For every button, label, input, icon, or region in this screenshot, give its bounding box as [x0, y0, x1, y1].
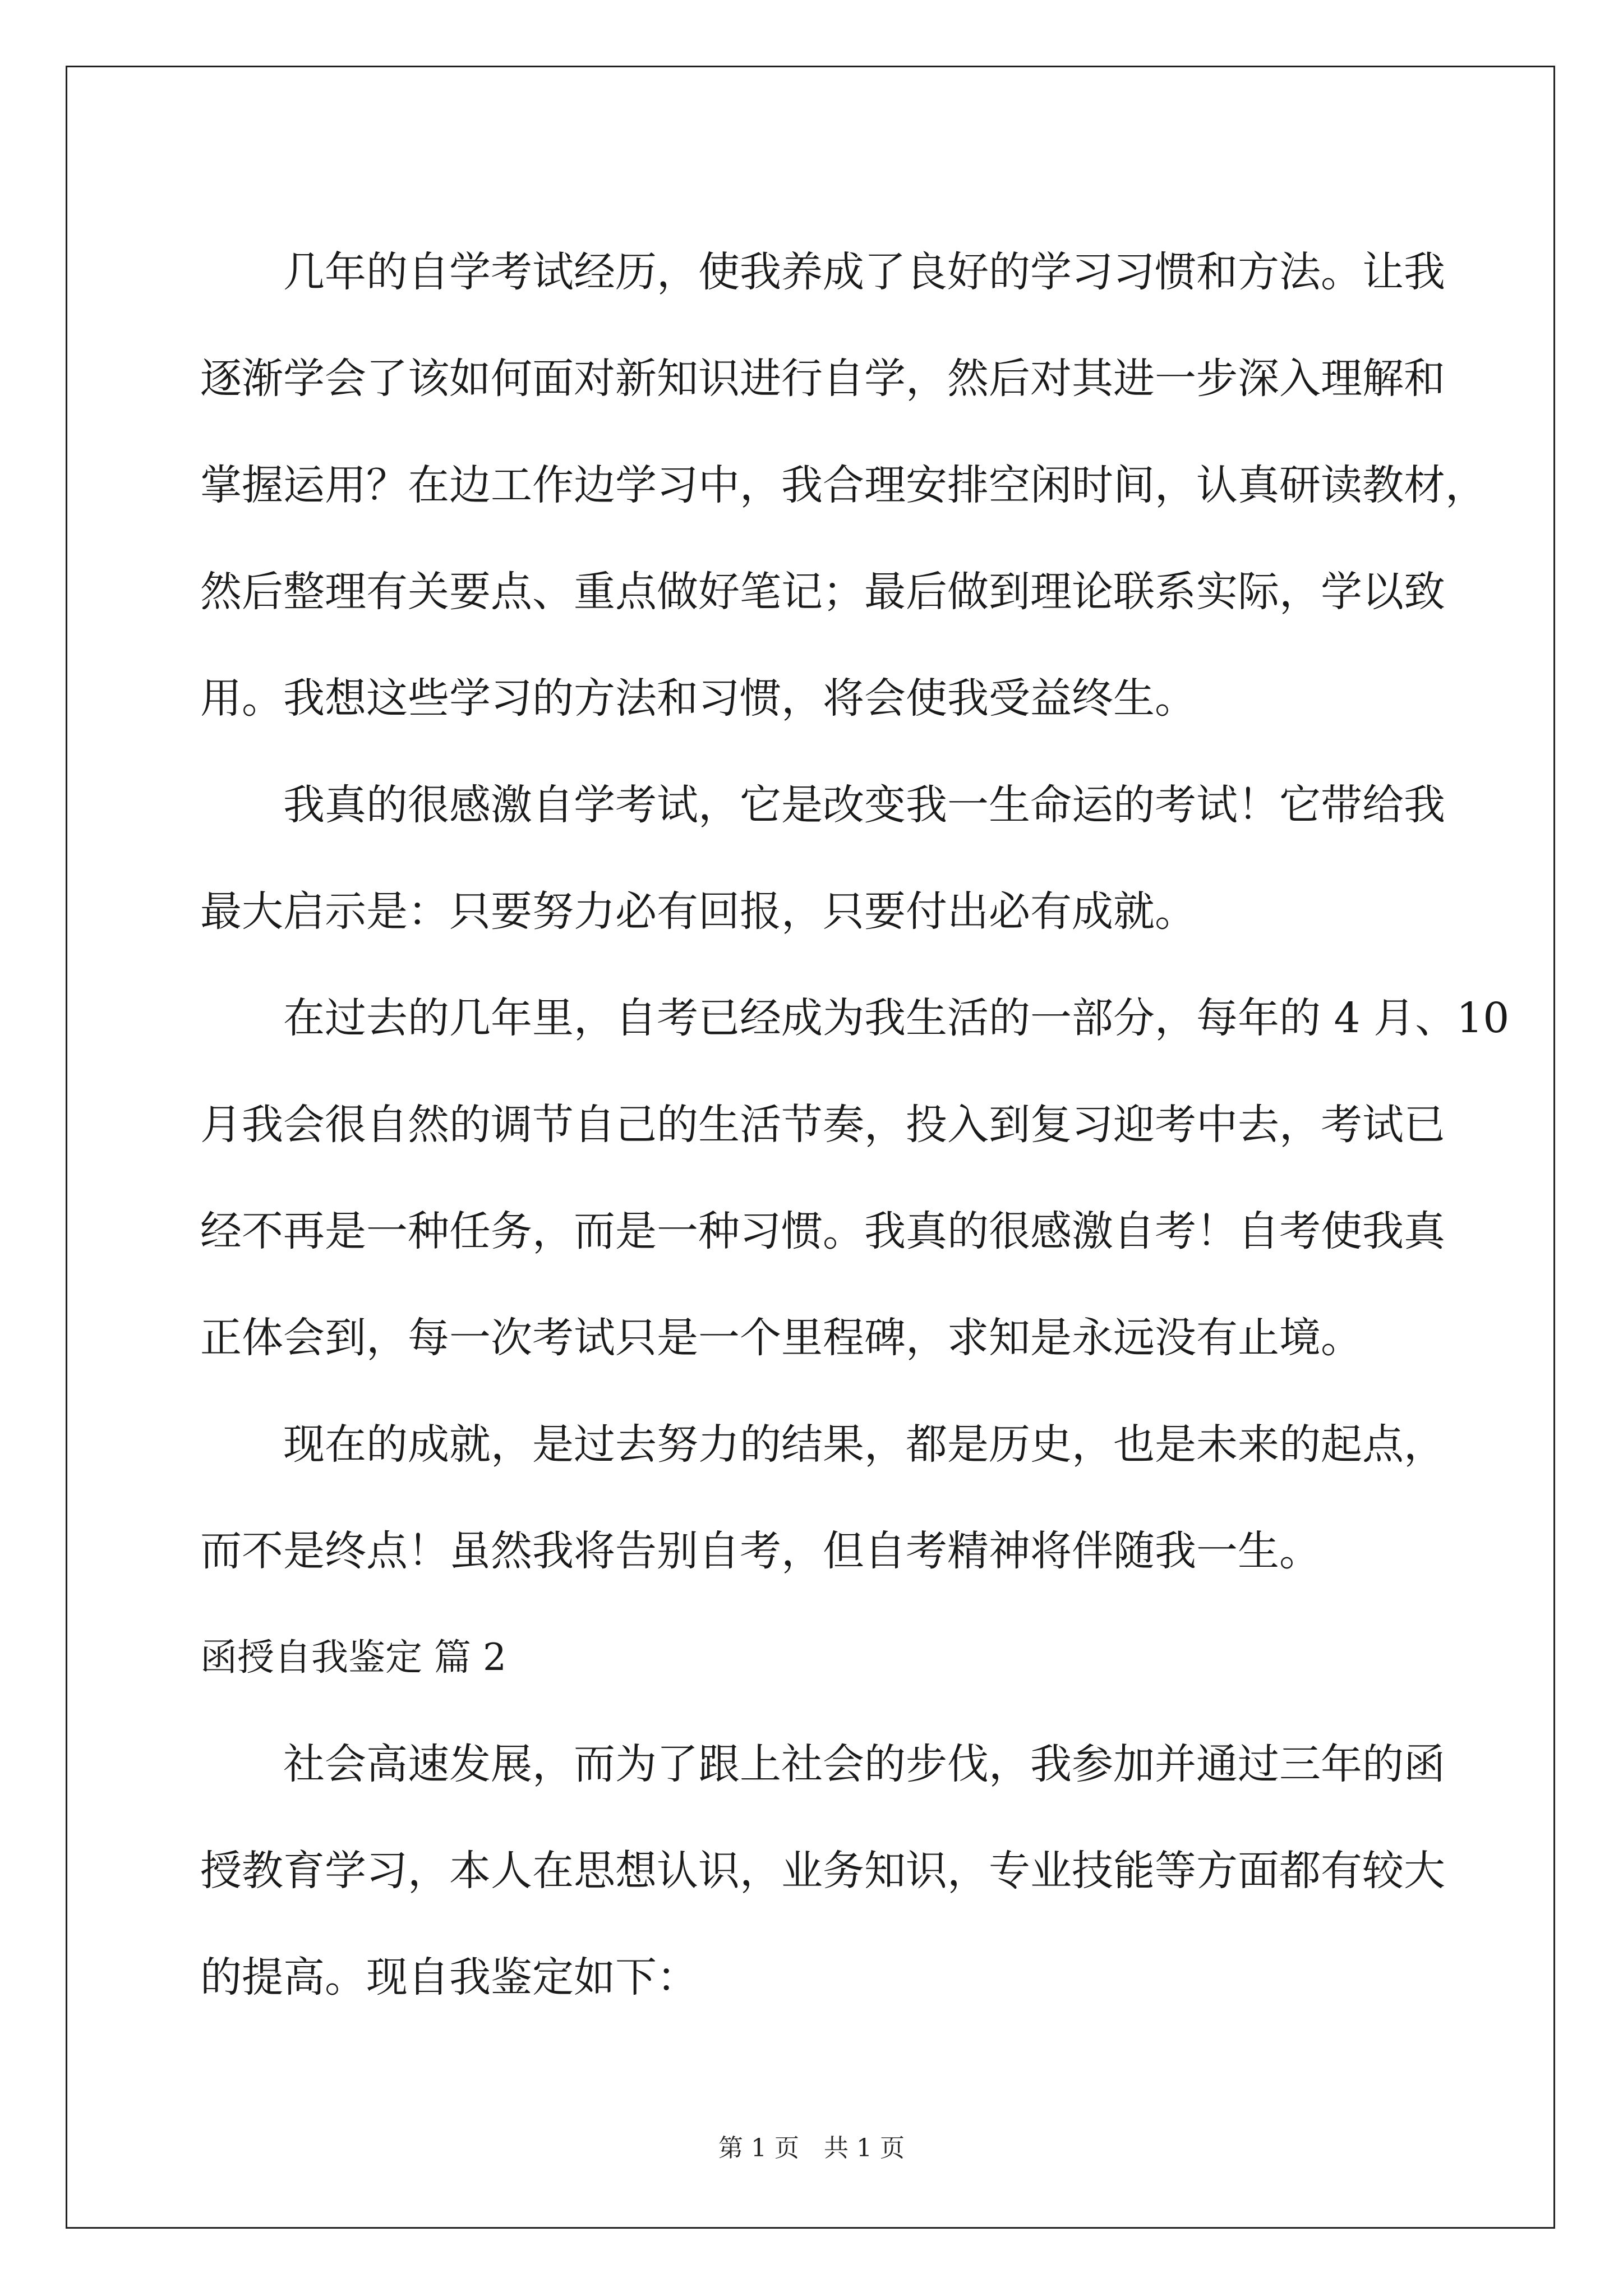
paragraph-line: 而不是终点！虽然我将告别自考，但自考精神将伴随我一生。 [200, 1527, 1321, 1575]
paragraph-line: 经不再是一种任务，而是一种习惯。我真的很感激自考！自考使我真 [200, 1207, 1445, 1255]
paragraph-line: 现在的成就，是过去努力的结果，都是历史，也是未来的起点， [283, 1420, 1445, 1469]
paragraph-line: 授教育学习，本人在思想认识，业务知识，专业技能等方面都有较大 [200, 1847, 1445, 1895]
paragraph-line: 的提高。现自我鉴定如下： [200, 1953, 698, 2001]
paragraph-line: 用。我想这些学习的方法和习惯，将会使我受益终生。 [200, 674, 1196, 723]
paragraph-line: 然后整理有关要点、重点做好笔记；最后做到理论联系实际，学以致 [200, 568, 1445, 616]
paragraph-line: 最大启示是：只要努力必有回报，只要付出必有成就。 [200, 887, 1196, 936]
paragraph-line: 我真的很感激自学考试，它是改变我一生命运的考试！它带给我 [283, 781, 1445, 829]
paragraph-line: 在过去的几年里，自考已经成为我生活的一部分，每年的 4 月、10 [283, 994, 1510, 1042]
section-heading: 函授自我鉴定 篇 2 [200, 1636, 506, 1679]
paragraph-line: 掌握运用？在边工作边学习中，我合理安排空闲时间，认真研读教材， [200, 461, 1487, 509]
paragraph-line: 月我会很自然的调节自己的生活节奏，投入到复习迎考中去，考试已 [200, 1101, 1445, 1149]
paragraph-line: 逐渐学会了该如何面对新知识进行自学，然后对其进一步深入理解和 [200, 355, 1445, 403]
page-footer: 第 1 页 共 1 页 [718, 2134, 905, 2162]
paragraph-line: 正体会到，每一次考试只是一个里程碑，求知是永远没有止境。 [200, 1314, 1362, 1362]
paragraph-line: 几年的自学考试经历，使我养成了良好的学习习惯和方法。让我 [283, 248, 1445, 296]
paragraph-line: 社会高速发展，而为了跟上社会的步伐，我参加并通过三年的函 [283, 1740, 1445, 1788]
document-body [200, 219, 1510, 2031]
